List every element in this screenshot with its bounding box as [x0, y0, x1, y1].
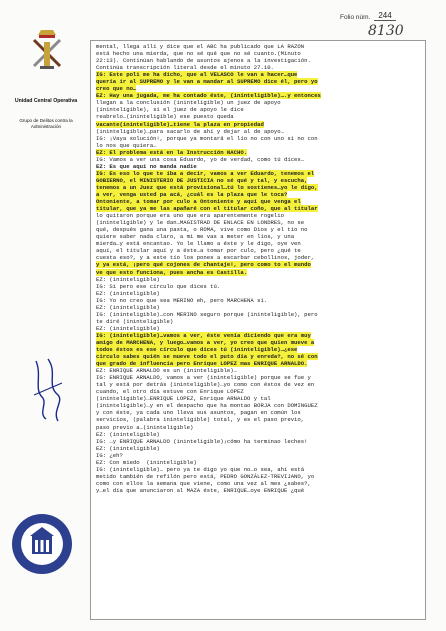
transcript-line-text: EZ: Con miedo (ininteligible): [96, 458, 197, 466]
transcript-line: [96, 92, 422, 99]
transcript-line-text: EZ: (ininteligible): [96, 275, 160, 283]
transcript-line-text: EZ: (ininteligible): [96, 324, 160, 332]
transcript-line: [96, 318, 422, 325]
transcript-line: [96, 346, 422, 353]
svg-text:8130: 8130: [368, 23, 404, 39]
transcript-line-text: IG: Yo no creo que sea MERINO eh, pero MARCHENA sí.: [96, 296, 268, 304]
transcript-line: [96, 205, 422, 212]
transcript-line-text: aquí, el titular aquí y a éste…a tomar por culo, pero ¿qué te: [96, 247, 301, 255]
transcript-line: [96, 424, 422, 431]
transcript-line-text: como con ellos la semana que viene, como una vez al mes ¿sabes?,: [96, 479, 311, 487]
transcript-line: [96, 374, 422, 381]
transcript-line: [96, 106, 422, 113]
transcript-line: [96, 177, 422, 184]
transcript-line-text: llegan a la conclusión (ininteligible) un juez de apoyo: [96, 99, 281, 107]
transcript-line-text: Ontoniente, a tomar por culo a Ontoniente y aquí que venga el: [96, 198, 301, 206]
transcript-line-text: IG: ENRIQUE ARNALDO, vamos a ver (ininteligible) porque se fue y: [96, 374, 311, 382]
transcript-line-text: EZ: Hay una jugada, me ha contado éste, (ininteligible)….y entonces: [96, 92, 321, 100]
transcript-line: [96, 339, 422, 346]
transcript-line-text: IG: (ininteligible)…con MERINO seguro porque (ininteligible), pero: [96, 310, 318, 318]
transcript-text: [96, 43, 422, 494]
transcript-line-text: IG: (ininteligible)…vamos a ver, éste venía diciendo que era muy: [96, 331, 311, 339]
transcript-line-text: (ininteligible)…para sacarlo de ahí y dejar al de apoyo…: [96, 127, 284, 135]
transcript-line-text: quiere saber nada claro, a mi me vas a meter en líos, y una: [96, 233, 295, 241]
transcript-line-text: metido también de refilón pero está, PEDRO GONZÁLEZ-TREVIJANO, yo: [96, 472, 315, 480]
transcript-line: [96, 163, 422, 170]
transcript-line: [96, 395, 422, 402]
transcript-line: [96, 184, 422, 191]
transcript-line: [96, 57, 422, 64]
transcript-line-text: EZ: (ininteligible): [96, 430, 160, 438]
transcript-line: [96, 156, 422, 163]
transcript-line: [96, 459, 422, 466]
transcript-line-text: paso previo a…(ininteligible): [96, 423, 194, 431]
transcript-line-text: IG: ¿eh?: [96, 451, 123, 459]
guardia-civil-emblem-icon: [30, 28, 64, 72]
transcript-line: [96, 43, 422, 50]
transcript-line-text: EZ: El problema está en la Instrucción NACHO.: [96, 148, 248, 156]
group-name: Grupo de Delitos contra la Administración: [19, 118, 73, 129]
transcript-line: [96, 128, 422, 135]
transcript-line: [96, 212, 422, 219]
transcript-line: [96, 198, 422, 205]
transcript-line: [96, 135, 422, 142]
transcript-line: [96, 240, 422, 247]
transcript-line: [96, 121, 422, 128]
transcript-line-text: qué, después gana una pasta, o ROMA, vive como Dios y el tío no: [96, 226, 308, 234]
transcript-line: [96, 290, 422, 297]
transcript-line: [96, 325, 422, 332]
transcript-line-text: EZ: Es que aquí no manda nadie: [96, 162, 197, 170]
transcript-line-text: lo nos que quiera…: [96, 141, 157, 149]
transcript-line-text: IG: Sí pero ese círculo que dices tú.: [96, 282, 221, 290]
transcript-line-text: lo quitaron porque era uno que era aparentemente rogelio: [96, 212, 284, 220]
transcript-line-text: mierda…y está encantao. Yo le llamo a éste y le digo, oye ven: [96, 240, 301, 248]
folio-label: Folio núm.: [340, 14, 371, 21]
official-seal-icon: [10, 512, 74, 576]
transcript-line-text: tenemos a un Juez que está provisional…tú lo sostienes…yo le digo,: [96, 183, 318, 191]
transcript-line: [96, 353, 422, 360]
transcript-line-text: mental, llega allí y dice que el ABC ha publicado que LA RAZON: [96, 43, 305, 50]
transcript-line: [96, 487, 422, 494]
transcript-line: [96, 409, 422, 416]
transcript-line-text: IG: (ininteligible)… pero ya te digo yo que no…o sea, ahí está: [96, 465, 305, 473]
transcript-line-text: titular, que ya me las apañaré con el titular coño, que al titular: [96, 205, 318, 213]
transcript-line-text: (ininteligible)…y en el despacho que ha montao BORJA con DOMINGUEZ: [96, 402, 318, 410]
transcript-line-text: 22:13). Continúan hablando de asuntos ajenos a la investigación.: [96, 57, 311, 65]
transcript-line: [96, 78, 422, 85]
transcript-line-text: y con éste, ya cada uno lleva sus asuntos, pagan en común los: [96, 409, 301, 417]
transcript-line-text: IG: Vamos a ver una cosa Eduardo, yo de verdad, como tú dices…: [96, 155, 305, 163]
signature: [28, 355, 68, 425]
transcript-line: [96, 276, 422, 283]
transcript-line-text: IG: …y ENRIQUE ARNALDO (ininteligible)¡cómo ha terminao leches!: [96, 437, 308, 445]
transcript-line: [96, 438, 422, 445]
transcript-line: [96, 431, 422, 438]
transcript-line-text: (ininteligible)…ENRIQUE LOPEZ, Enrique ARNALDO y tal: [96, 395, 271, 403]
transcript-line: [96, 170, 422, 177]
transcript-line: [96, 381, 422, 388]
transcript-line: [96, 191, 422, 198]
transcript-line-text: servicios, (palabra ininteligible) total, y es el paso previo,: [96, 416, 305, 424]
transcript-line: [96, 416, 422, 423]
transcript-line: [96, 149, 422, 156]
transcript-line-text: vacante(ininteligible)…tiene la plaza en propiedad: [96, 120, 264, 128]
sidebar: [0, 0, 88, 631]
transcript-line: [96, 283, 422, 290]
transcript-line: [96, 297, 422, 304]
transcript-line: [96, 247, 422, 254]
transcript-line: [96, 473, 422, 480]
transcript-line: [96, 64, 422, 71]
transcript-line: [96, 233, 422, 240]
transcript-line: [96, 402, 422, 409]
transcript-line-text: cuesta eso?, y a este tío los pones a escarbar cebollinos, joder,: [96, 254, 315, 262]
transcript-line-text: cuando, el otro día estuve con Enrique LOPEZ: [96, 388, 244, 396]
transcript-line: [96, 445, 422, 452]
transcript-frame: [90, 40, 426, 620]
transcript-line: [96, 332, 422, 339]
transcript-line-text: (ininteligible) y le dan…MAGISTRAD DE ENLACE EN LONDRES, no se: [96, 219, 305, 227]
transcript-line: [96, 219, 422, 226]
transcript-line-text: EZ: (ininteligible): [96, 303, 160, 311]
transcript-line-text: EZ: (ininteligible): [96, 444, 160, 452]
transcript-line-text: IG: Este poli me ha dicho, que al VELASCO le van a hacer…que: [96, 71, 298, 79]
transcript-line-text: reabrelo…(ininteligible) ese puesto queda: [96, 113, 234, 121]
transcript-line-text: amigo de MARCHENA, y luego…vamos a ver, yo creo que quien mueve a: [96, 338, 315, 346]
transcript-line-text: GOBIERNO, el MINISTERIO DE JUSTICIA no sé qué y tal, y escucha,: [96, 176, 308, 184]
transcript-line: [96, 367, 422, 374]
transcript-line-text: Continúa transcripción literal desde el minuto 27.10.: [96, 64, 274, 72]
transcript-line-text: te diré (ininteligible): [96, 317, 174, 325]
transcript-line: [96, 142, 422, 149]
unit-name: Unidad Central Operativa: [14, 98, 78, 104]
transcript-line-text: EZ: ENRIQUE ARNALDO es un (ininteligible)…: [96, 367, 237, 375]
transcript-line-text: IG: ¡Vaya solución!, porque ya montará el lío no con uno si no con: [96, 134, 318, 142]
transcript-line-text: todos éstos es ese círculo que dices tú (ininteligible)…¿ese: [96, 346, 298, 354]
transcript-line-text: (ininteligible), si el juez de apoyo le dice: [96, 106, 244, 114]
transcript-line: [96, 304, 422, 311]
transcript-line: [96, 480, 422, 487]
transcript-line: [96, 99, 422, 106]
transcript-line: [96, 254, 422, 261]
transcript-line: [96, 388, 422, 395]
transcript-line-text: que grado de influencia pero Enrique LOPEZ mas ENRIQUE ARNALDO.: [96, 360, 308, 368]
handwritten-page-number: [366, 20, 404, 40]
transcript-line: [96, 452, 422, 459]
transcript-line: [96, 269, 422, 276]
transcript-line-text: y ya está, ¡pero qué cojones de chantaje!, pero como to el mundo: [96, 261, 311, 269]
transcript-line-text: creo que no…: [96, 85, 137, 93]
transcript-line-text: EZ: (ininteligible): [96, 289, 160, 297]
transcript-line-text: tal y está por detrás (ininteligible)…yo como con éstos de vez en: [96, 381, 315, 389]
transcript-line-text: y…el día que anunciaron al MAZA éste, ENRIQUE…oye ENRIQUE ¿qué: [96, 486, 305, 494]
transcript-line: [96, 113, 422, 120]
transcript-line-text: ve que esto funciona, pues ancha es Castilla.: [96, 268, 248, 276]
transcript-line: [96, 261, 422, 268]
transcript-line: [96, 466, 422, 473]
transcript-line: [96, 360, 422, 367]
transcript-line-text: quería ir al SUPREMO y le van a mandar al SUPREMO dice él, pero yo: [96, 78, 318, 86]
transcript-line-text: está hecho una mierda, que no sé qué que no sé cuanto.(Minuto: [96, 50, 301, 58]
transcript-line: [96, 85, 422, 92]
folio-number: 244: [374, 11, 396, 21]
transcript-line-text: IG: Es eso lo que te iba a decir, vamos a ver Eduardo, tenemos el: [96, 169, 315, 177]
transcript-line: [96, 226, 422, 233]
transcript-line-text: a ver, venga usted pa acá, ¿cuál es la plaza que le toca?: [96, 190, 288, 198]
transcript-line: [96, 50, 422, 57]
transcript-line-text: círculo sabes quién se mueve todo el puto día y enreda?, no sé con: [96, 353, 318, 361]
transcript-line: [96, 311, 422, 318]
transcript-line: [96, 71, 422, 78]
